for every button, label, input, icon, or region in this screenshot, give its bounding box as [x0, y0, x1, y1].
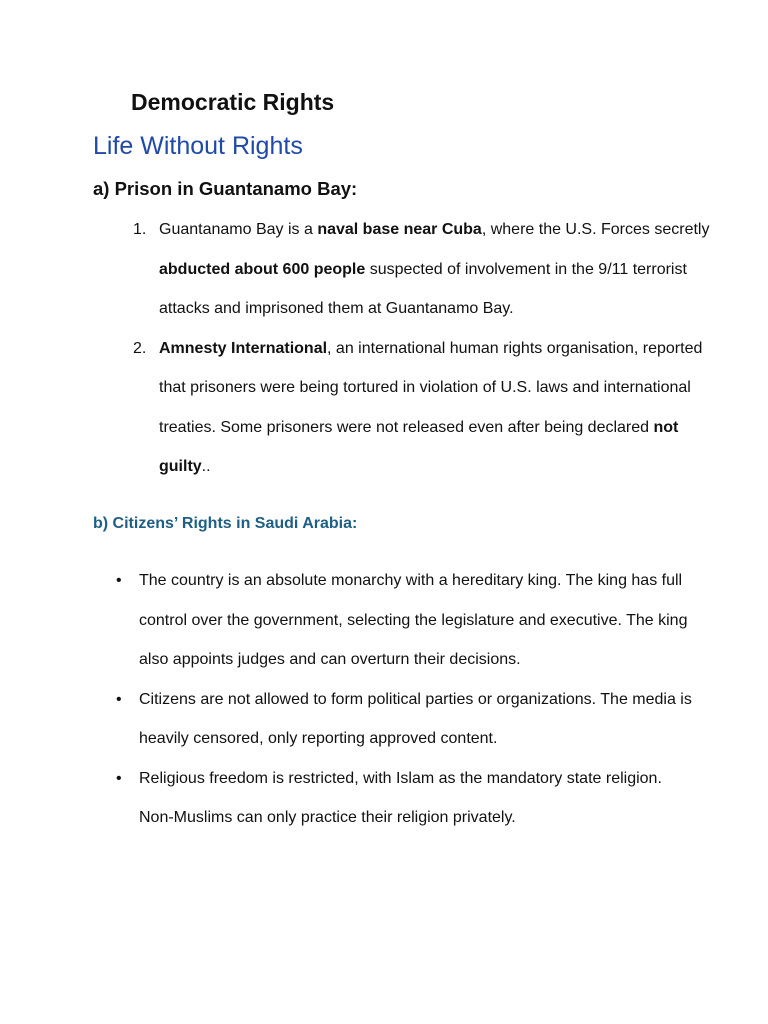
list-text: The country is an absolute monarchy with a hereditary king. The king has full control over the government, selecting the legislature and executive. The king also appoints judges and can overturn their decisions.	[139, 572, 688, 668]
numbered-list	[133, 210, 719, 487]
text-run: , where the U.S. Forces secretly	[481, 221, 710, 238]
text-run: suspected of involvement in the 9/11 terrorist attacks and imprisoned them at Guantanamo Bay.	[159, 260, 687, 317]
bold-text-run: naval base near Cuba	[317, 221, 482, 238]
bold-text-run: Amnesty International	[159, 339, 328, 357]
list-item	[133, 210, 719, 329]
document-title: Democratic Rights	[131, 89, 335, 115]
bullet-icon: •	[116, 769, 122, 787]
list-text: Citizens are not allowed to form political parties or organizations. The media is heavily censored, only reporting approved content.	[139, 690, 692, 747]
text-run: Guantanamo Bay is a	[159, 221, 318, 238]
list-item	[116, 680, 699, 759]
text-run: , an international human rights organisation, reported that prisoners were being tortured in violation of U.S. laws and international treaties. Some prisoners were not released even after being declared	[159, 339, 703, 436]
list-number: 1.	[133, 221, 147, 238]
bullet-icon: •	[116, 572, 122, 589]
list-text: Religious freedom is restricted, with Islam as the mandatory state religion. Non-Muslims can only practice their religion privately.	[139, 769, 662, 826]
bold-text-run: not guilty	[159, 418, 679, 475]
bullet-icon: •	[116, 690, 122, 708]
bullet-list	[116, 561, 699, 838]
list-item	[116, 759, 699, 838]
list-text	[159, 221, 709, 317]
list-number: 2.	[133, 339, 147, 357]
list-text	[159, 340, 702, 476]
section-a-heading: a) Prison in Guantanamo Bay:	[93, 178, 358, 199]
list-item	[116, 561, 699, 680]
section-heading: Life Without Rights	[93, 132, 303, 160]
list-item	[133, 329, 719, 487]
section-b-heading: b) Citizens’ Rights in Saudi Arabia:	[93, 515, 358, 532]
text-run: ..	[201, 458, 211, 475]
bold-text-run: abducted about 600 people	[159, 260, 366, 278]
